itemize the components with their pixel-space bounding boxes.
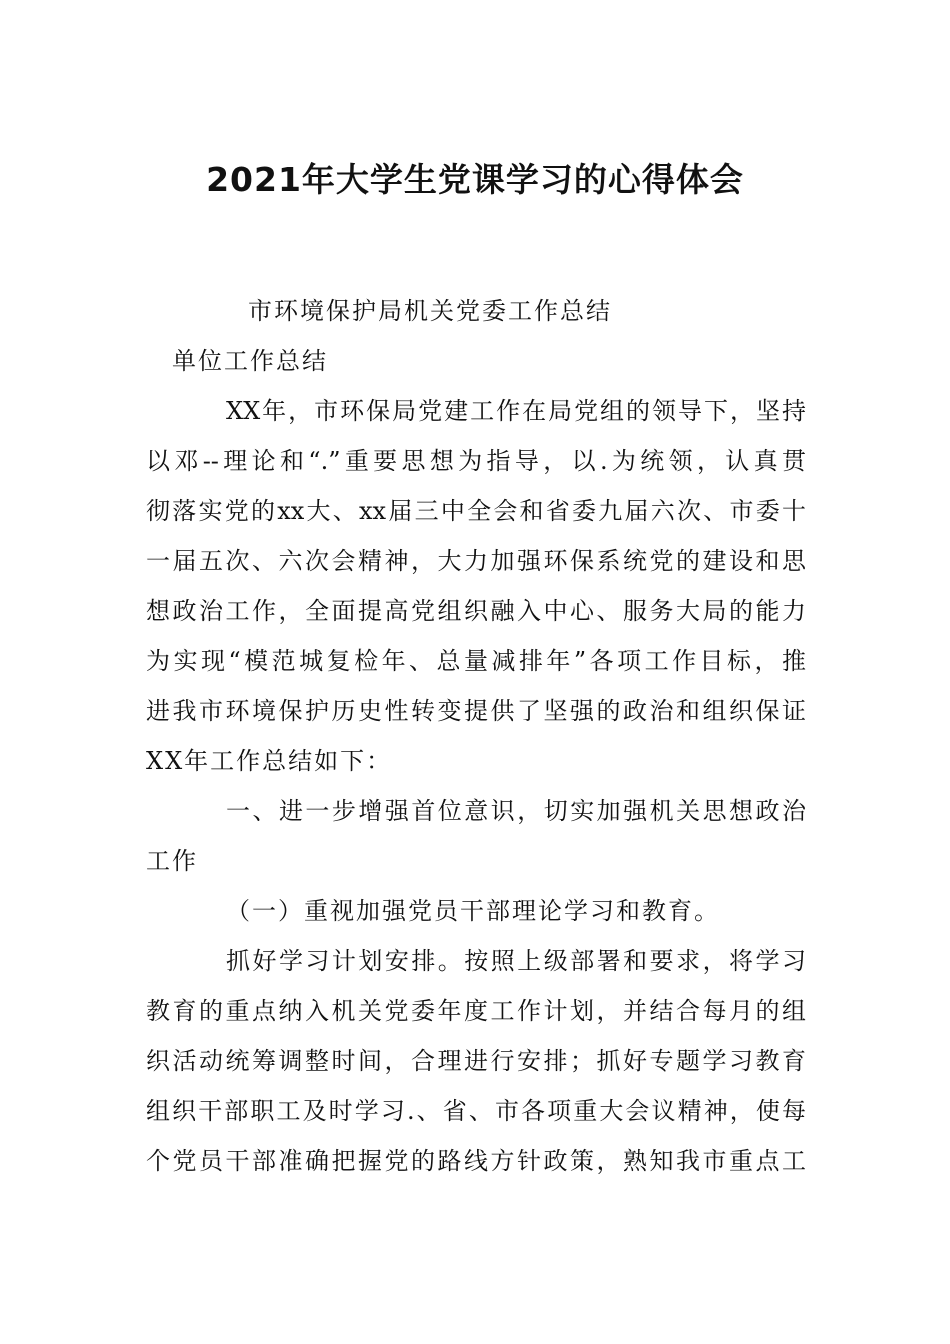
unit-line: 单位工作总结	[172, 347, 328, 375]
paragraph-line: XX年，市环保局党建工作在局党组的领导下，坚持	[226, 397, 806, 425]
document-subtitle: 市环境保护局机关党委工作总结	[248, 297, 612, 325]
paragraph-line: 个党员干部准确把握党的路线方针政策，熟知我市重点工	[146, 1147, 806, 1175]
section-heading: 一、进一步增强首位意识，切实加强机关思想政治	[226, 797, 806, 825]
paragraph-line: 彻落实党的xx大、xx届三中全会和省委九届六次、市委十	[146, 497, 806, 525]
paragraph-line: 进我市环境保护历史性转变提供了坚强的政治和组织保证	[146, 697, 806, 725]
subsection-heading: （一）重视加强党员干部理论学习和教育。	[226, 897, 720, 925]
paragraph-line: 组织干部职工及时学习.、省、市各项重大会议精神，使每	[146, 1097, 806, 1125]
paragraph-line: 一届五次、六次会精神，大力加强环保系统党的建设和思	[146, 547, 806, 575]
paragraph-line: 织活动统筹调整时间，合理进行安排；抓好专题学习教育	[146, 1047, 806, 1075]
document-title: 2021年大学生党课学习的心得体会	[206, 160, 744, 199]
paragraph-line: XX年工作总结如下：	[146, 747, 393, 775]
paragraph-line: 教育的重点纳入机关党委年度工作计划，并结合每月的组	[146, 997, 806, 1025]
paragraph-line: 想政治工作，全面提高党组织融入中心、服务大局的能力	[146, 597, 806, 625]
paragraph-line: 抓好学习计划安排。按照上级部署和要求，将学习	[226, 947, 806, 975]
paragraph-line: 为实现“模范城复检年、总量减排年”各项工作目标，推	[146, 647, 806, 675]
paragraph-line: 以邓--理论和“.”重要思想为指导，以.为统领，认真贯	[146, 447, 806, 475]
section-heading-continued: 工作	[146, 847, 198, 875]
